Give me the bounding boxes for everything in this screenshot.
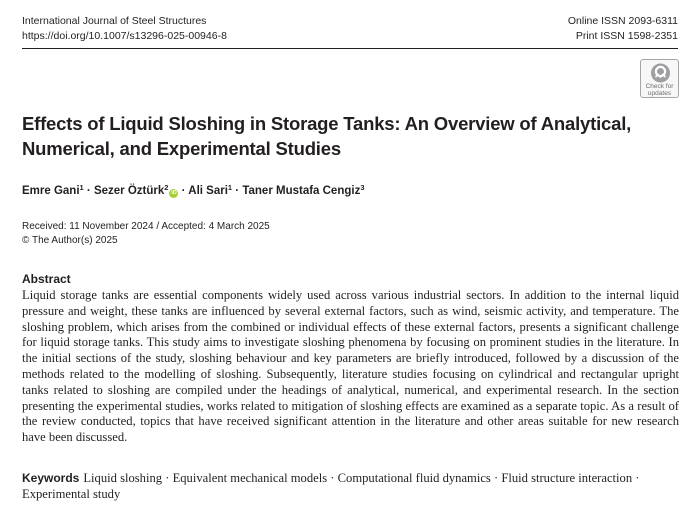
- article-dates: [22, 220, 270, 248]
- copyright-notice: © The Author(s) 2025: [22, 235, 118, 246]
- author-name[interactable]: Sezer Öztürk: [93, 185, 165, 197]
- abstract-text: Liquid storage tanks are essential components widely used across various industrial sectors. In addition to the internal liquid pressure and weight, these tanks are influenced by several external factors, such as wind, seismic activity, and temperature. The sloshing problem, which arises from the combined or individual effects of these external factors, presents a significant challenge for liquid storage tanks. This study aims to investigate sloshing phenomena by focusing on prominent studies in the literature. In the initial sections of the study, sloshing behaviour and key parameters are briefly introduced, followed by a discussion of the methods related to the modelling of sloshing. Subsequently, literature studies focusing on cylindrical and rectangular upright tanks related to sloshing are compiled under the headings of analytical, numerical, and experimental research. In the section presenting the experimental studies, works related to mitigation of sloshing effects are examined as a separate topic. As a result of the review conducted, topics that have received significant attention in the literature and other areas suitable for new research have been discussed.: [22, 288, 679, 445]
- header-divider: [22, 48, 678, 49]
- author-list: [22, 180, 365, 199]
- print-issn: Print ISSN 1598-2351: [575, 30, 678, 42]
- check-for-updates-badge[interactable]: [640, 59, 679, 98]
- abstract-heading: Abstract: [22, 272, 71, 286]
- author-affiliation: 1: [227, 183, 233, 192]
- author-separator: ·: [86, 185, 91, 197]
- article-title: Effects of Liquid Sloshing in Storage Tanks: An Overview of Analytical, Numerical, and Experimental Studies: [22, 113, 632, 159]
- orcid-icon[interactable]: iD: [171, 190, 177, 196]
- author-name[interactable]: Emre Gani: [22, 185, 80, 197]
- author-separator: ·: [235, 185, 240, 197]
- issn-info: [568, 14, 678, 44]
- doi-link[interactable]: https://doi.org/10.1007/s13296-025-00946-8: [22, 30, 227, 42]
- author-name[interactable]: Taner Mustafa Cengiz: [242, 185, 361, 197]
- check-for-updates-icon: [650, 63, 671, 83]
- author-affiliation: 1: [79, 183, 84, 192]
- keywords-section: [22, 471, 679, 503]
- keywords-label: Keywords: [22, 471, 80, 485]
- journal-info: [22, 14, 227, 44]
- author-affiliation: 2: [164, 183, 169, 192]
- keywords-text: Liquid sloshing · Equivalent mechanical models · Computational fluid dynamics · Fluid structure interaction · Experimental study: [22, 471, 640, 501]
- author-name[interactable]: Ali Sari: [188, 185, 228, 197]
- author-affiliation: 3: [360, 183, 365, 192]
- received-accepted-dates: Received: 11 November 2024 / Accepted: 4 March 2025: [22, 221, 270, 232]
- check-for-updates-label: Check for updates: [645, 83, 674, 97]
- online-issn: Online ISSN 2093-6311: [567, 15, 678, 27]
- journal-name: International Journal of Steel Structures: [22, 15, 207, 27]
- author-separator: ·: [181, 185, 186, 197]
